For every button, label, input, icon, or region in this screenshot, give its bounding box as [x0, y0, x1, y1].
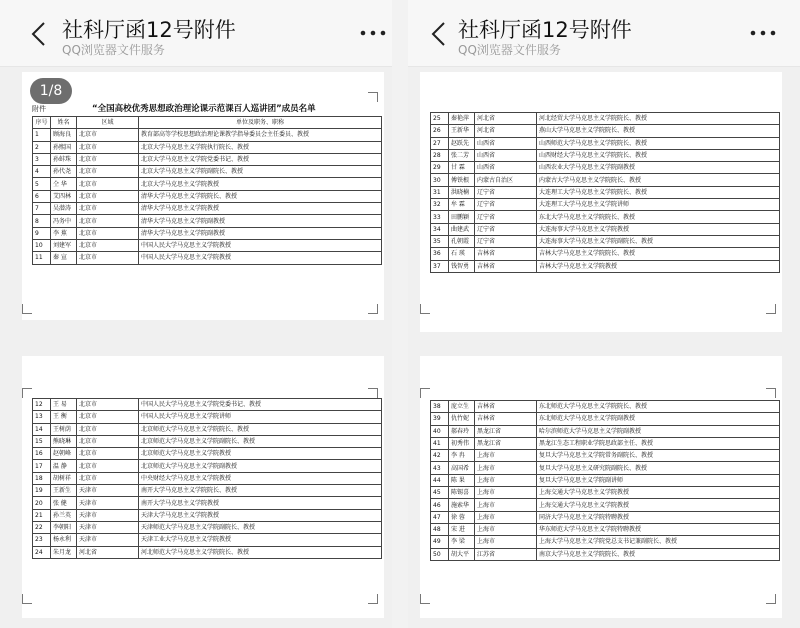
document-page-1: [22, 72, 384, 320]
row-number-cell: 5: [33, 178, 51, 190]
position-cell: 中国人民大学马克思主义学院党委书记、教授: [139, 399, 382, 411]
table-row: [431, 235, 780, 247]
table-row: [431, 413, 780, 425]
page-corner-mark: [368, 92, 378, 102]
position-cell: 哈尔滨师范大学马克思主义学院副教授: [537, 425, 780, 437]
member-name-cell: 孙熙国: [51, 141, 77, 153]
position-cell: 教育部高等学校思想政治理论课教学指导委员会主任委员、教授: [139, 129, 382, 141]
position-cell: 北京师范大学马克思主义学院院长、教授: [139, 423, 382, 435]
member-name-cell: 冯务中: [51, 215, 77, 227]
document-page-2: [22, 356, 384, 618]
position-cell: 山西农业大学马克思主义学院副教授: [537, 162, 780, 174]
table-row: [33, 129, 382, 141]
region-cell: 北京市: [77, 215, 139, 227]
region-cell: 北京市: [77, 460, 139, 472]
row-number-cell: 1: [33, 129, 51, 141]
left-viewer-panel: [0, 0, 392, 628]
position-cell: 上海大学马克思主义学院党总支书记兼副院长、教授: [537, 536, 780, 548]
member-name-cell: 孔朝霞: [449, 235, 475, 247]
member-name-cell: 仇竹妮: [449, 413, 475, 425]
page-corner-mark: [766, 304, 776, 314]
member-name-cell: 王树荫: [51, 423, 77, 435]
region-cell: 辽宁省: [475, 235, 537, 247]
member-name-cell: 温 静: [51, 460, 77, 472]
row-number-cell: 12: [33, 399, 51, 411]
position-cell: 内蒙古大学马克思主义学院院长、教授: [537, 174, 780, 186]
row-number-cell: 44: [431, 474, 449, 486]
back-icon[interactable]: [28, 20, 50, 48]
table-row: [33, 215, 382, 227]
table-row: [431, 401, 780, 413]
page-corner-mark: [368, 304, 378, 314]
header-cell: 姓名: [51, 117, 77, 129]
member-name-cell: 钱智勇: [449, 260, 475, 272]
row-number-cell: 16: [33, 448, 51, 460]
back-icon[interactable]: [428, 20, 450, 48]
position-cell: 清华大学马克思主义学院教授: [139, 203, 382, 215]
position-cell: 天津大学马克思主义学院教授: [139, 509, 382, 521]
region-cell: 上海市: [475, 450, 537, 462]
page-corner-mark: [368, 594, 378, 604]
page-corner-mark: [368, 388, 378, 398]
member-name-cell: 熊晓琳: [51, 435, 77, 447]
row-number-cell: 29: [431, 162, 449, 174]
position-cell: 上海交通大学马克思主义学院教授: [537, 487, 780, 499]
row-number-cell: 23: [33, 534, 51, 546]
position-cell: 华东师范大学马克思主义学院特聘教授: [537, 523, 780, 535]
position-cell: 天津工业大学马克思主义学院教授: [139, 534, 382, 546]
row-number-cell: 32: [431, 199, 449, 211]
member-name-cell: 赵跃先: [449, 137, 475, 149]
row-number-cell: 2: [33, 141, 51, 153]
position-cell: 中国人民大学马克思主义学院教授: [139, 239, 382, 251]
member-name-cell: 王新生: [51, 485, 77, 497]
table-row: [431, 149, 780, 161]
table-row: [33, 141, 382, 153]
page-corner-mark: [22, 304, 32, 314]
table-row: [33, 485, 382, 497]
position-cell: 复旦大学马克思主义学院副讲师: [537, 474, 780, 486]
table-row: [33, 460, 382, 472]
member-table: [430, 400, 780, 561]
member-name-cell: 王 易: [51, 399, 77, 411]
row-number-cell: 18: [33, 472, 51, 484]
header-cell: 区域: [77, 117, 139, 129]
document-title: “全国高校优秀思想政治理论课示范课百人巡讲团”成员名单: [92, 104, 316, 114]
member-name-cell: 张二芳: [449, 149, 475, 161]
table-row: [431, 437, 780, 449]
member-name-cell: 张 健: [51, 497, 77, 509]
table-row: [431, 425, 780, 437]
row-number-cell: 40: [431, 425, 449, 437]
region-cell: 上海市: [475, 536, 537, 548]
position-cell: 吉林大学马克思主义学院教授: [537, 260, 780, 272]
member-name-cell: 施索华: [449, 499, 475, 511]
region-cell: 北京市: [77, 141, 139, 153]
region-cell: 北京市: [77, 166, 139, 178]
table-row: [431, 186, 780, 198]
position-cell: 天津师范大学马克思主义学院副院长、教授: [139, 521, 382, 533]
row-number-cell: 28: [431, 149, 449, 161]
row-number-cell: 26: [431, 125, 449, 137]
row-number-cell: 49: [431, 536, 449, 548]
table-row: [431, 462, 780, 474]
more-options-icon[interactable]: [748, 24, 778, 36]
row-number-cell: 17: [33, 460, 51, 472]
region-cell: 河北省: [77, 546, 139, 558]
region-cell: 上海市: [475, 462, 537, 474]
region-cell: 辽宁省: [475, 211, 537, 223]
row-number-cell: 22: [33, 521, 51, 533]
region-cell: 江苏省: [475, 548, 537, 560]
row-number-cell: 13: [33, 411, 51, 423]
region-cell: 河北省: [475, 125, 537, 137]
table-row: [33, 239, 382, 251]
position-cell: 吉林大学马克思主义学院院长、教授: [537, 248, 780, 260]
row-number-cell: 21: [33, 509, 51, 521]
member-name-cell: 胡树祥: [51, 472, 77, 484]
file-service-subtitle: QQ浏览器文件服务: [458, 43, 561, 57]
row-number-cell: 48: [431, 523, 449, 535]
region-cell: 黑龙江省: [475, 425, 537, 437]
region-cell: 天津市: [77, 521, 139, 533]
table-row: [431, 450, 780, 462]
row-number-cell: 36: [431, 248, 449, 260]
region-cell: 吉林省: [475, 401, 537, 413]
table-row: [33, 509, 382, 521]
app-header: [408, 0, 800, 67]
position-cell: 南开大学马克思主义学院院长、教授: [139, 485, 382, 497]
table-row: [431, 260, 780, 272]
position-cell: 清华大学马克思主义学院副教授: [139, 215, 382, 227]
page-indicator: 1/8: [30, 78, 72, 104]
table-row: [431, 511, 780, 523]
table-row: [33, 448, 382, 460]
member-name-cell: 李 冉: [449, 450, 475, 462]
position-cell: 东北大学马克思主义学院院长、教授: [537, 211, 780, 223]
table-row: [431, 223, 780, 235]
table-row: [431, 523, 780, 535]
member-table: [32, 116, 382, 265]
row-number-cell: 39: [431, 413, 449, 425]
table-row: [431, 113, 780, 125]
position-cell: 清华大学马克思主义学院院长、教授: [139, 190, 382, 202]
region-cell: 北京市: [77, 448, 139, 460]
region-cell: 北京市: [77, 203, 139, 215]
position-cell: 复旦大学马克思主义研究院副院长、教授: [537, 462, 780, 474]
member-name-cell: 仝 华: [51, 178, 77, 190]
position-cell: 北京师范大学马克思主义学院副教授: [139, 460, 382, 472]
row-number-cell: 41: [431, 437, 449, 449]
table-row: [431, 499, 780, 511]
member-name-cell: 朱月龙: [51, 546, 77, 558]
position-cell: 黑龙江生态工程职业学院思政部主任、教授: [537, 437, 780, 449]
app-header: [0, 0, 392, 67]
region-cell: 黑龙江省: [475, 437, 537, 449]
position-cell: 大连理工大学马克思主义学院院长、教授: [537, 186, 780, 198]
table-row: [33, 411, 382, 423]
member-name-cell: 初秀伟: [449, 437, 475, 449]
member-name-cell: 孙蚌珠: [51, 153, 77, 165]
region-cell: 北京市: [77, 227, 139, 239]
table-row: [33, 178, 382, 190]
position-cell: 北京师范大学马克思主义学院教授: [139, 448, 382, 460]
member-name-cell: 田鹏颖: [449, 211, 475, 223]
position-cell: 山西师范大学马克思主义学院院长、教授: [537, 137, 780, 149]
table-row: [33, 203, 382, 215]
table-header-row: [33, 117, 382, 129]
region-cell: 北京市: [77, 153, 139, 165]
row-number-cell: 15: [33, 435, 51, 447]
member-name-cell: 高国希: [449, 462, 475, 474]
region-cell: 北京市: [77, 239, 139, 251]
row-number-cell: 33: [431, 211, 449, 223]
page-corner-mark: [420, 304, 430, 314]
member-table: [32, 398, 382, 559]
member-name-cell: 孙兰英: [51, 509, 77, 521]
table-row: [33, 190, 382, 202]
member-name-cell: 王新华: [449, 125, 475, 137]
table-row: [431, 125, 780, 137]
region-cell: 北京市: [77, 399, 139, 411]
document-page-3: [420, 72, 782, 332]
table-row: [431, 199, 780, 211]
row-number-cell: 7: [33, 203, 51, 215]
table-row: [33, 497, 382, 509]
row-number-cell: 35: [431, 235, 449, 247]
position-cell: 中国人民大学马克思主义学院教授: [139, 252, 382, 264]
member-name-cell: 甘 霖: [449, 162, 475, 174]
position-cell: 大连海事大学马克思主义学院副院长、教授: [537, 235, 780, 247]
table-row: [431, 548, 780, 560]
region-cell: 山西省: [475, 137, 537, 149]
table-row: [33, 534, 382, 546]
region-cell: 天津市: [77, 485, 139, 497]
position-cell: 河北师范大学马克思主义学院院长、教授: [139, 546, 382, 558]
position-cell: 南京大学马克思主义学院院长、教授: [537, 548, 780, 560]
position-cell: 中国人民大学马克思主义学院讲师: [139, 411, 382, 423]
table-row: [431, 174, 780, 186]
table-row: [33, 472, 382, 484]
table-row: [431, 487, 780, 499]
table-row: [431, 474, 780, 486]
table-row: [431, 162, 780, 174]
row-number-cell: 27: [431, 137, 449, 149]
table-row: [33, 227, 382, 239]
member-name-cell: 傅铁根: [449, 174, 475, 186]
row-number-cell: 6: [33, 190, 51, 202]
position-cell: 燕山大学马克思主义学院院长、教授: [537, 125, 780, 137]
row-number-cell: 38: [431, 401, 449, 413]
position-cell: 东北师范大学马克思主义学院院长、教授: [537, 401, 780, 413]
region-cell: 北京市: [77, 423, 139, 435]
member-name-cell: 郝春玲: [449, 425, 475, 437]
member-table: [430, 112, 780, 273]
region-cell: 山西省: [475, 149, 537, 161]
row-number-cell: 42: [431, 450, 449, 462]
position-cell: 同济大学马克思主义学院特聘教授: [537, 511, 780, 523]
member-name-cell: 牟 霖: [449, 199, 475, 211]
region-cell: 辽宁省: [475, 186, 537, 198]
region-cell: 内蒙古自治区: [475, 174, 537, 186]
region-cell: 上海市: [475, 499, 537, 511]
position-cell: 上海交通大学马克思主义学院教授: [537, 499, 780, 511]
row-number-cell: 43: [431, 462, 449, 474]
page-corner-mark: [420, 594, 430, 604]
page-corner-mark: [22, 388, 32, 398]
region-cell: 北京市: [77, 252, 139, 264]
region-cell: 上海市: [475, 474, 537, 486]
region-cell: 北京市: [77, 129, 139, 141]
member-name-cell: 李 蕉: [51, 227, 77, 239]
page-corner-mark: [420, 388, 430, 398]
member-name-cell: 胡大平: [449, 548, 475, 560]
row-number-cell: 10: [33, 239, 51, 251]
table-row: [33, 166, 382, 178]
position-cell: 清华大学马克思主义学院副教授: [139, 227, 382, 239]
document-page-4: [420, 356, 782, 618]
row-number-cell: 19: [33, 485, 51, 497]
row-number-cell: 24: [33, 546, 51, 558]
member-name-cell: 秦 宣: [51, 252, 77, 264]
region-cell: 山西省: [475, 162, 537, 174]
file-title: 社科厅函12号附件: [458, 18, 632, 42]
member-name-cell: 陈 果: [449, 474, 475, 486]
attachment-caption: 附件: [32, 105, 46, 113]
row-number-cell: 25: [431, 113, 449, 125]
position-cell: 南开大学马克思主义学院教授: [139, 497, 382, 509]
member-name-cell: 艾四林: [51, 190, 77, 202]
position-cell: 大连海事大学马克思主义学院教授: [537, 223, 780, 235]
member-name-cell: 赵朝峰: [51, 448, 77, 460]
table-row: [431, 248, 780, 260]
table-row: [33, 546, 382, 558]
table-row: [33, 399, 382, 411]
region-cell: 河北省: [475, 113, 537, 125]
region-cell: 天津市: [77, 509, 139, 521]
region-cell: 吉林省: [475, 248, 537, 260]
member-name-cell: 刘建军: [51, 239, 77, 251]
member-name-cell: 宋 进: [449, 523, 475, 535]
row-number-cell: 4: [33, 166, 51, 178]
member-name-cell: 徐 蓉: [449, 511, 475, 523]
member-name-cell: 李朝阳: [51, 521, 77, 533]
row-number-cell: 8: [33, 215, 51, 227]
region-cell: 上海市: [475, 487, 537, 499]
page-corner-mark: [766, 388, 776, 398]
member-name-cell: 吴潜涛: [51, 203, 77, 215]
position-cell: 大连理工大学马克思主义学院讲师: [537, 199, 780, 211]
row-number-cell: 11: [33, 252, 51, 264]
row-number-cell: 37: [431, 260, 449, 272]
row-number-cell: 3: [33, 153, 51, 165]
table-row: [33, 153, 382, 165]
table-row: [33, 252, 382, 264]
row-number-cell: 30: [431, 174, 449, 186]
row-number-cell: 9: [33, 227, 51, 239]
table-row: [431, 211, 780, 223]
member-name-cell: 顾海良: [51, 129, 77, 141]
region-cell: 北京市: [77, 190, 139, 202]
table-row: [431, 137, 780, 149]
position-cell: 复旦大学马克思主义学院常务副院长、教授: [537, 450, 780, 462]
row-number-cell: 34: [431, 223, 449, 235]
member-name-cell: 杨永利: [51, 534, 77, 546]
member-name-cell: 秦艳萍: [449, 113, 475, 125]
position-cell: 东北师范大学马克思主义学院副教授: [537, 413, 780, 425]
row-number-cell: 31: [431, 186, 449, 198]
region-cell: 吉林省: [475, 413, 537, 425]
region-cell: 北京市: [77, 472, 139, 484]
position-cell: 北京师范大学马克思主义学院副院长、教授: [139, 435, 382, 447]
table-row: [33, 521, 382, 533]
member-name-cell: 石 瑛: [449, 248, 475, 260]
row-number-cell: 14: [33, 423, 51, 435]
file-title: 社科厅函12号附件: [62, 18, 236, 42]
region-cell: 上海市: [475, 523, 537, 535]
member-name-cell: 陈锡喜: [449, 487, 475, 499]
position-cell: 中央财经大学马克思主义学院教授: [139, 472, 382, 484]
position-cell: 北京大学马克思主义学院教授: [139, 178, 382, 190]
member-name-cell: 洪晓楠: [449, 186, 475, 198]
region-cell: 北京市: [77, 435, 139, 447]
page-corner-mark: [22, 594, 32, 604]
file-service-subtitle: QQ浏览器文件服务: [62, 43, 165, 57]
position-cell: 山西财经大学马克思主义学院院长、教授: [537, 149, 780, 161]
page-corner-mark: [766, 594, 776, 604]
row-number-cell: 47: [431, 511, 449, 523]
header-cell: 序号: [33, 117, 51, 129]
table-row: [33, 423, 382, 435]
region-cell: 北京市: [77, 178, 139, 190]
region-cell: 上海市: [475, 511, 537, 523]
region-cell: 辽宁省: [475, 223, 537, 235]
header-cell: 单位及职务、职称: [139, 117, 382, 129]
table-row: [33, 435, 382, 447]
row-number-cell: 50: [431, 548, 449, 560]
region-cell: 天津市: [77, 497, 139, 509]
row-number-cell: 45: [431, 487, 449, 499]
member-name-cell: 曲建武: [449, 223, 475, 235]
row-number-cell: 46: [431, 499, 449, 511]
right-viewer-panel: [408, 0, 800, 628]
member-name-cell: 庞立生: [449, 401, 475, 413]
region-cell: 辽宁省: [475, 199, 537, 211]
more-options-icon[interactable]: [358, 24, 388, 36]
member-name-cell: 孙代尧: [51, 166, 77, 178]
table-row: [431, 536, 780, 548]
region-cell: 天津市: [77, 534, 139, 546]
position-cell: 北京大学马克思主义学院执行院长、教授: [139, 141, 382, 153]
position-cell: 北京大学马克思主义学院党委书记、教授: [139, 153, 382, 165]
position-cell: 河北经贸大学马克思主义学院院长、教授: [537, 113, 780, 125]
member-name-cell: 李 梁: [449, 536, 475, 548]
region-cell: 吉林省: [475, 260, 537, 272]
region-cell: 北京市: [77, 411, 139, 423]
member-name-cell: 王 衡: [51, 411, 77, 423]
position-cell: 北京大学马克思主义学院副院长、教授: [139, 166, 382, 178]
row-number-cell: 20: [33, 497, 51, 509]
